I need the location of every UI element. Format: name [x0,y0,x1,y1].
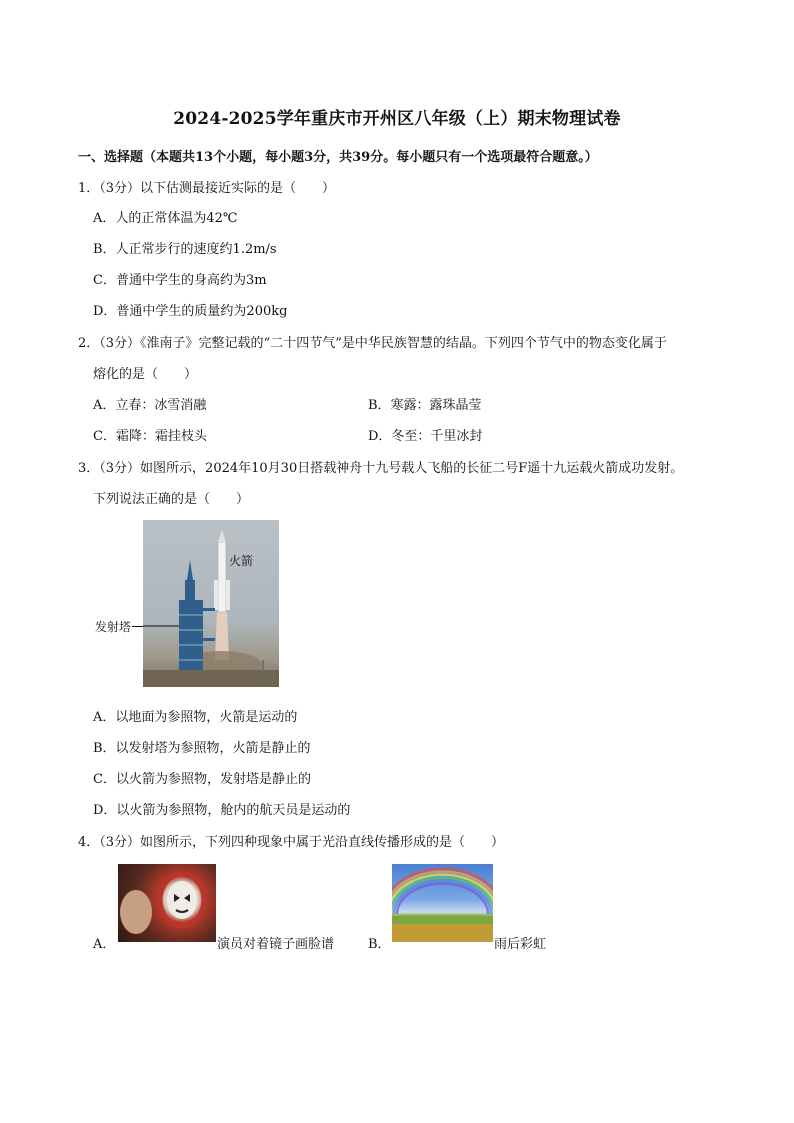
q2-option-d: D．冬至：千里冰封 [368,429,483,444]
section-heading: 一、选择题（本题共13个小题，每小题3分，共39分。每小题只有一个选项最符合题意。） [78,150,598,165]
q1-option-c: C．普通中学生的身高约为3m [93,273,267,288]
q4-option-b-letter: B． [368,937,391,952]
q2-option-a: A．立春：冰雪消融 [93,398,207,413]
page-title: 2024-2025学年重庆市开州区八年级（上）期末物理试卷 [173,109,621,129]
q2-stem-line1: 2．（3分）《淮南子》完整记载的“二十四节气”是中华民族智慧的结晶。下列四个节气中的物态变化属于 [78,336,667,351]
rainbow-drawing [392,864,493,942]
q4-option-b-text: 雨后彩虹 [494,937,547,952]
rocket-launch-image [143,520,279,687]
q1-stem: 1．（3分）以下估测最接近实际的是（ ） [78,181,336,196]
q1-option-d: D．普通中学生的质量约为200kg [93,304,288,319]
opera-face-drawing [118,864,216,942]
q4-stem: 4．（3分）如图所示，下列四种现象中属于光沿直线传播形成的是（ ） [78,835,505,850]
tower-label: 发射塔 [95,620,132,634]
rainbow-image [392,864,493,942]
q3-option-d: D．以火箭为参照物，舱内的航天员是运动的 [93,803,351,818]
rocket-launch-drawing [143,520,279,687]
rocket-label: 火箭 [229,554,254,568]
q3-option-c: C．以火箭为参照物，发射塔是静止的 [93,772,311,787]
q2-option-c: C．霜降：霜挂枝头 [93,429,207,444]
tower-pointer-line [132,626,143,627]
q3-stem-line2: 下列说法正确的是（ ） [93,492,250,507]
opera-mirror-image [118,864,216,942]
q3-option-a: A．以地面为参照物，火箭是运动的 [93,710,298,725]
q2-stem-line2: 熔化的是（ ） [93,367,198,382]
q2-option-b: B．寒露：露珠晶莹 [368,398,482,413]
q4-option-a-letter: A． [93,937,116,952]
q1-option-a: A．人的正常体温为42℃ [93,211,238,226]
q4-option-a-text: 演员对着镜子画脸谱 [217,937,335,952]
q3-option-b: B．以发射塔为参照物，火箭是静止的 [93,741,311,756]
q3-stem-line1: 3．（3分）如图所示，2024年10月30日搭载神舟十九号载人飞船的长征二号F遥十九运载火箭成功发射。 [78,461,684,476]
q1-option-b: B．人正常步行的速度约1.2m/s [93,242,277,257]
